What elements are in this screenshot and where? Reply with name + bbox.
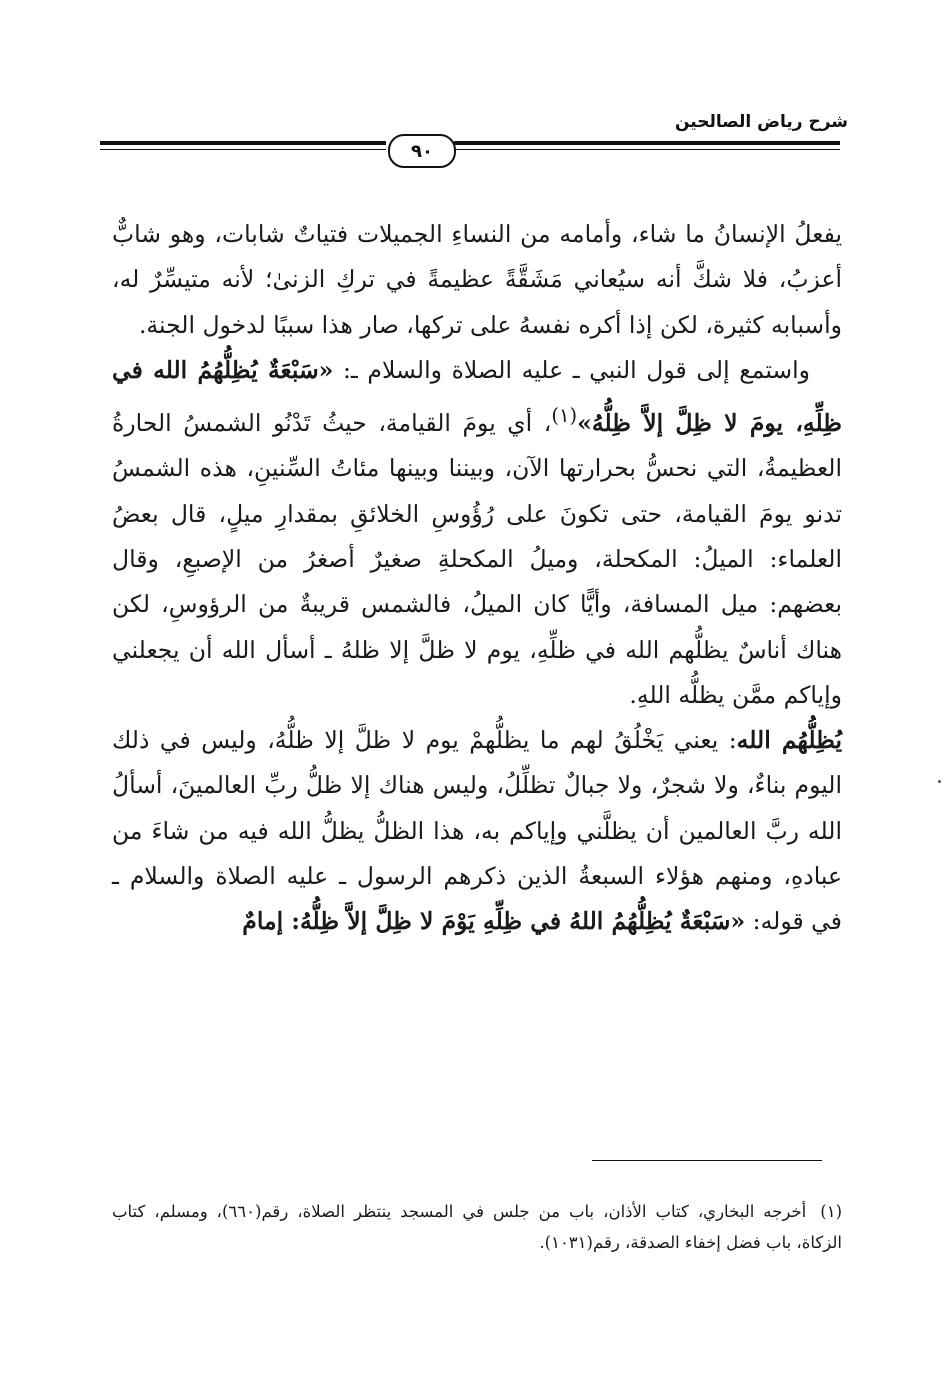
footnote-separator [592, 1160, 822, 1161]
footnote-number: (١) [820, 1202, 842, 1221]
footnotes [112, 1196, 842, 1258]
footnote-item [112, 1196, 842, 1258]
footnote-reference[interactable]: (١) [551, 404, 578, 428]
paragraph-2-intro: واستمع إلى قول النبي ـ عليه الصلاة والسلام ـ: [333, 355, 810, 384]
header-rule-thick-right [454, 141, 840, 145]
hadith-quote-2: «سَبْعَةٌ يُظِلُّهُمُ اللهُ في ظِلِّهِ يَوْمَ لا ظِلَّ إلاَّ ظِلُّهُ: إمامٌ [242, 907, 746, 936]
paragraph-2 [112, 348, 842, 718]
page-number: ٩٠ [388, 134, 456, 168]
header-rule-thin-right [454, 149, 840, 150]
paragraph-2-text: ، أي يومَ القيامة، حيثُ تَدْنُو الشمسُ الحارةُ العظيمةُ، التي نحسُّ بحرارتها الآن، وبيننا وبينها مئاتُ السِّنينِ، هذه الشمسُ تدنو يومَ القيامة، حتى تكونَ على رُؤُوسِ الخلائقِ بمقدارِ ميلٍ، قال بعضُ العلماء: الميلُ: المكحلة، وميلُ المكحلةِ صغيرٌ أصغرُ من الإصبعِ، وقال بعضهم: ميل المسافة، وأيًّا كان الميلُ، فالشمس قريبةٌ من الرؤوسِ، لكن هناك أناسٌ يظلُّهم الله في ظلِّهِ، يوم لا ظلَّ إلا ظلهُ ـ أسأل الله أن يجعلني وإياكم ممَّن يظلُّه اللهِ. [112, 409, 842, 709]
margin-speck [938, 780, 941, 783]
header-rule [100, 141, 840, 155]
paragraph-3-text: : يعني يَخْلُقُ لهم ما يظلُّهمْ يوم لا ظلَّ إلا ظلُّهُ، وليس في ذلك اليوم بناءٌ، ولا شجرٌ، ولا جبالٌ تظلِّلُ، وليس هناك إلا ظلُّ ربِّ العالمينَ، أسألُ الله ربَّ العالمين أن يظلَّني وإياكم به، هذا الظلُّ يظلُّ الله فيه من شاءَ من عبادهِ، ومنهم هؤلاء السبعةُ الذين ذكرهم الرسول ـ عليه الصلاة والسلام ـ في قوله: [112, 726, 842, 936]
main-text [112, 212, 842, 945]
header-rule-thick-left [100, 141, 386, 145]
explained-term: يُظِلُّهُم الله [736, 726, 842, 755]
footnote-text: أخرجه البخاري، كتاب الأذان، باب من جلس في المسجد ينتظر الصلاة، رقم(٦٦٠)، ومسلم، كتاب الزكاة، باب فضل إخفاء الصدقة، رقم(١٠٣١). [112, 1202, 842, 1252]
paragraph-3 [112, 718, 842, 944]
header-rule-thin-left [100, 149, 386, 150]
paragraph-1: يفعلُ الإنسانُ ما شاء، وأمامه من النساءِ الجميلات فتياتٌ شابات، وهو شابٌّ أعزبُ، فلا شكَّ أنه سيُعاني مَشَقَّةً عظيمةً في تركِ الزنىٰ؛ لأنه متيسِّرٌ له، وأسبابه كثيرة، لكن إذا أكره نفسهُ على تركها، صار هذا سببًا لدخول الجنة. [112, 220, 842, 339]
running-title: شرح رياض الصالحين [674, 112, 848, 132]
hadith-quote-1: «سَبْعَةٌ يُظِلُّهُمُ الله في ظِلِّهِ، يومَ لا ظِلَّ إلاَّ ظِلُّهُ» [112, 355, 842, 438]
